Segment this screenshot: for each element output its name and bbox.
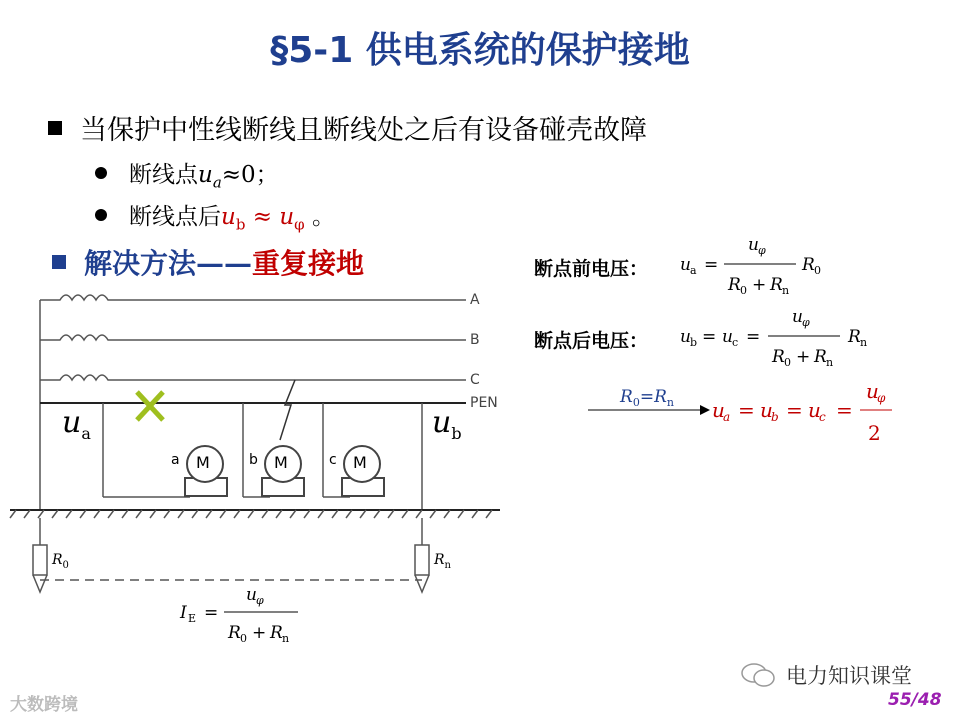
svg-text:=: = — [704, 255, 719, 275]
svg-text:0: 0 — [740, 284, 747, 297]
bullet2-sub: a — [212, 173, 222, 192]
svg-text:=: = — [738, 398, 755, 422]
svg-text:φ: φ — [758, 244, 766, 257]
line-label-c: C — [470, 372, 480, 388]
svg-text:n: n — [282, 632, 290, 645]
svg-text:=: = — [702, 327, 717, 347]
svg-text:=: = — [746, 327, 761, 347]
svg-text:R: R — [802, 255, 815, 275]
svg-text:0: 0 — [784, 356, 791, 369]
svg-text:u: u — [748, 235, 759, 255]
svg-text:R: R — [228, 623, 241, 643]
bullet2-prefix: 断线点 — [129, 162, 198, 188]
solution-suffix: 重复接地 — [252, 247, 365, 280]
svg-text:n: n — [860, 336, 868, 349]
bullet3-suffix: 。 — [304, 204, 335, 230]
motor-b-symbol: M — [274, 453, 288, 472]
svg-text:u: u — [246, 585, 257, 605]
wechat-icon — [740, 662, 776, 688]
svg-text:u: u — [792, 307, 803, 327]
page-number: 55/48 — [888, 690, 942, 710]
svg-text:+: + — [252, 623, 267, 643]
bullet3-sub2: φ — [294, 215, 305, 234]
svg-text:u: u — [680, 327, 691, 347]
svg-text:=: = — [204, 603, 219, 623]
svg-text:=: = — [786, 398, 803, 422]
svg-text:R: R — [772, 347, 785, 367]
svg-text:u: u — [722, 327, 733, 347]
svg-text:u: u — [760, 398, 773, 422]
line-label-a: A — [470, 292, 480, 308]
r0-label: $R_0$ — [52, 552, 69, 571]
svg-text:0: 0 — [814, 264, 821, 277]
svg-text:n: n — [826, 356, 834, 369]
svg-text:R: R — [270, 623, 283, 643]
svg-text:+: + — [752, 275, 767, 295]
svg-text:a: a — [723, 410, 731, 424]
solution-prefix: 解决方法—— — [84, 247, 253, 280]
ie-sub: E — [188, 612, 197, 625]
motor-a-symbol: M — [196, 453, 210, 472]
svg-text:φ: φ — [802, 316, 810, 329]
svg-text:=: = — [836, 398, 853, 422]
svg-text:a: a — [690, 264, 697, 277]
ie-var: I — [180, 603, 187, 623]
rn-label: $R_n$ — [434, 552, 451, 571]
svg-text:n: n — [782, 284, 790, 297]
svg-text:R: R — [814, 347, 827, 367]
bullet3-sub1: b — [235, 215, 246, 234]
motor-c-symbol: M — [353, 453, 367, 472]
svg-text:R: R — [728, 275, 741, 295]
bullet-main-text: 当保护中性线断线且断线处之后有设备碰壳故障 — [80, 115, 647, 146]
bullet2-var: u — [198, 162, 213, 188]
watermark: 大数跨境 — [10, 695, 78, 715]
svg-text:c: c — [732, 336, 739, 349]
svg-text:R: R — [770, 275, 783, 295]
svg-text:φ: φ — [877, 391, 886, 405]
line-label-b: B — [470, 332, 480, 348]
page-title: §5-1 供电系统的保护接地 — [270, 30, 690, 71]
svg-text:φ: φ — [256, 594, 264, 607]
svg-text:u: u — [866, 379, 879, 403]
line-label-pen: PEN — [470, 395, 498, 411]
svg-text:R0=Rn: $R_0=R_n$ — [620, 387, 674, 409]
svg-text:b: b — [771, 410, 779, 424]
eq1-label: 断点前电压： — [534, 258, 649, 280]
motor-a-label: a — [171, 452, 180, 468]
svg-text:0: 0 — [240, 632, 247, 645]
brand-name: 电力知识课堂 — [786, 664, 912, 688]
bullet3-mid: ≈ u — [245, 204, 295, 230]
ub-label: $u_b$ — [432, 405, 462, 443]
svg-text:c: c — [819, 410, 826, 424]
motor-c-label: c — [329, 452, 337, 468]
svg-text:R: R — [848, 327, 861, 347]
motor-b-label: b — [249, 452, 258, 468]
svg-text:u: u — [680, 255, 691, 275]
ua-label: $u_a$ — [62, 405, 91, 443]
svg-text:+: + — [796, 347, 811, 367]
svg-text:u: u — [712, 398, 725, 422]
svg-text:b: b — [690, 336, 698, 349]
bullet2-suffix: ≈0； — [221, 162, 279, 188]
bullet3-expr: u — [221, 204, 236, 230]
eq2-label: 断点后电压： — [534, 330, 649, 352]
bullet3-prefix: 断线点后 — [129, 204, 221, 230]
svg-text:2: 2 — [868, 421, 881, 445]
svg-text:u: u — [808, 398, 821, 422]
